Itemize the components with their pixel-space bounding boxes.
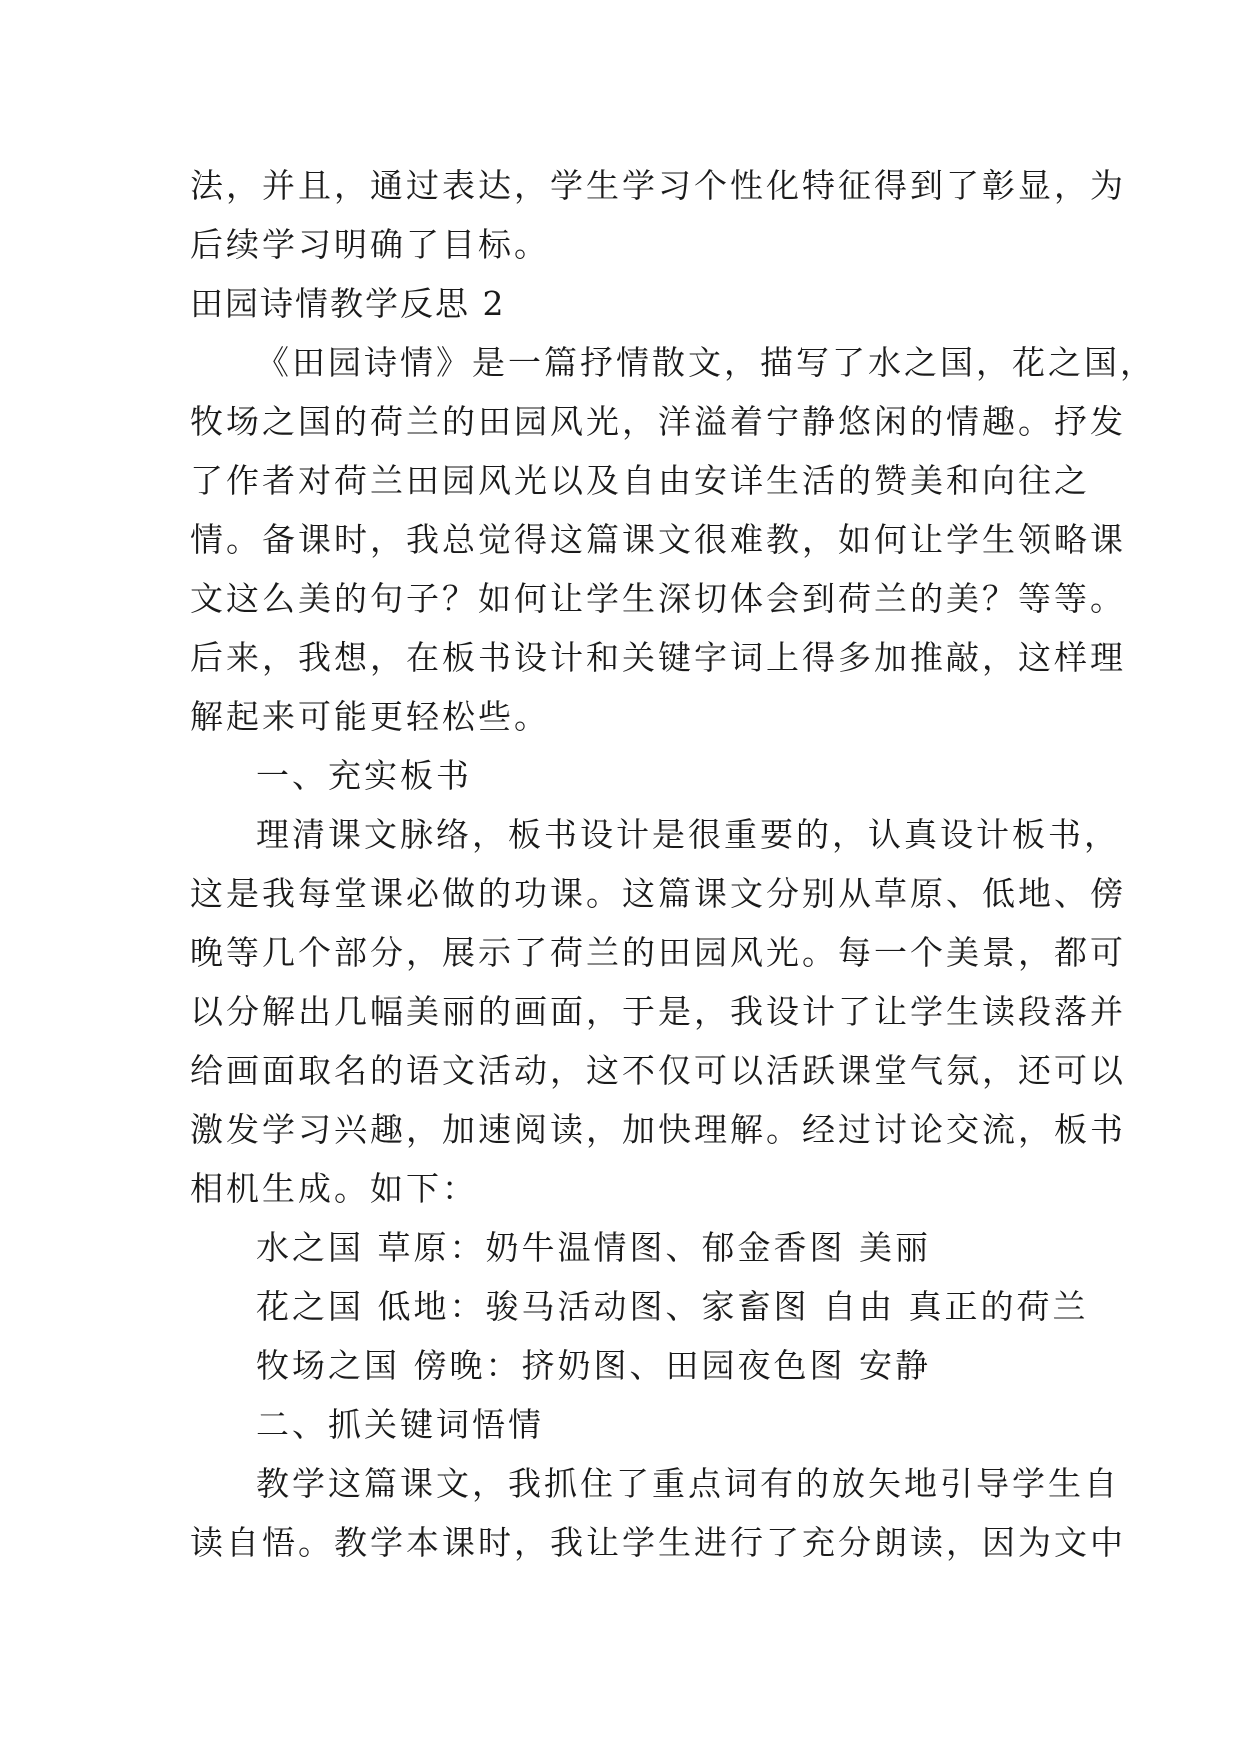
paragraph-line: 晚等几个部分，展示了荷兰的田园风光。每一个美景，都可	[190, 933, 1126, 972]
paragraph-line: 法，并且，通过表达，学生学习个性化特征得到了彰显，为	[190, 166, 1126, 205]
paragraph-line: 激发学习兴趣，加速阅读，加快理解。经过讨论交流，板书	[190, 1110, 1126, 1149]
paragraph-line: 文这么美的句子？如何让学生深切体会到荷兰的美？等等。	[190, 579, 1126, 618]
paragraph-line: 后来，我想，在板书设计和关键字词上得多加推敲，这样理	[190, 638, 1126, 677]
paragraph-line: 了作者对荷兰田园风光以及自由安详生活的赞美和向往之	[190, 461, 1090, 500]
paragraph-line: 给画面取名的语文活动，这不仅可以活跃课堂气氛，还可以	[190, 1051, 1126, 1090]
paragraph-line: 《田园诗情》是一篇抒情散文，描写了水之国，花之国，	[256, 343, 1156, 382]
document-body	[190, 156, 1156, 1572]
paragraph-line: 后续学习明确了目标。	[190, 225, 550, 264]
paragraph-line: 以分解出几幅美丽的画面，于是，我设计了让学生读段落并	[190, 992, 1126, 1031]
paragraph-line: 这是我每堂课必做的功课。这篇课文分别从草原、低地、傍	[190, 874, 1126, 913]
paragraph-line: 相机生成。如下：	[190, 1169, 478, 1208]
paragraph-line: 教学这篇课文，我抓住了重点词有的放矢地引导学生自	[256, 1464, 1120, 1503]
blackboard-line: 水之国 草原：奶牛温情图、郁金香图 美丽	[256, 1228, 931, 1267]
paragraph-line: 牧场之国的荷兰的田园风光，洋溢着宁静悠闲的情趣。抒发	[190, 402, 1126, 441]
paragraph-line: 情。备课时，我总觉得这篇课文很难教，如何让学生领略课	[190, 520, 1126, 559]
subsection-heading: 一、充实板书	[256, 756, 472, 795]
subsection-heading: 二、抓关键词悟情	[256, 1405, 544, 1444]
section-title: 田园诗情教学反思 2	[190, 284, 506, 323]
paragraph-line: 解起来可能更轻松些。	[190, 697, 550, 736]
paragraph-line: 理清课文脉络，板书设计是很重要的，认真设计板书，	[256, 815, 1120, 854]
blackboard-line: 花之国 低地：骏马活动图、家畜图 自由 真正的荷兰	[256, 1287, 1089, 1326]
paragraph-line: 读自悟。教学本课时，我让学生进行了充分朗读，因为文中	[190, 1523, 1126, 1562]
blackboard-line: 牧场之国 傍晚：挤奶图、田园夜色图 安静	[256, 1346, 931, 1385]
